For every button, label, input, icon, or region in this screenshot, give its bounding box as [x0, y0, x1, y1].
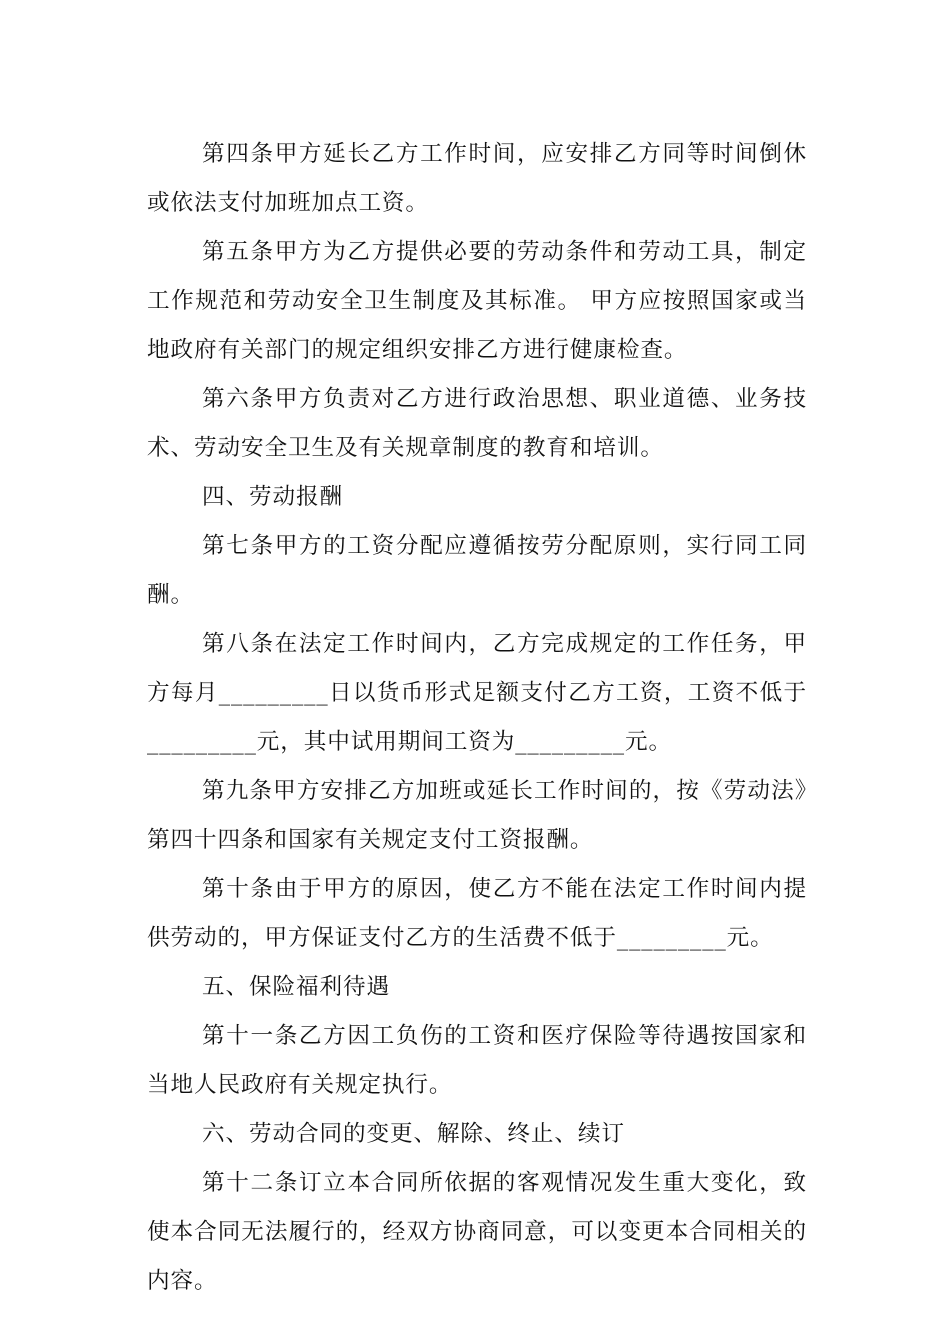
- clause-10: 第十条由于甲方的原因，使乙方不能在法定工作时间内提供劳动的，甲方保证支付乙方的生活费不低于_________元。: [147, 876, 807, 951]
- section-heading-remuneration: 四、劳动报酬: [202, 484, 343, 510]
- section-heading-insurance: 五、保险福利待遇: [202, 974, 390, 1000]
- clause-11: 第十一条乙方因工负伤的工资和医疗保险等待遇按国家和当地人民政府有关规定执行。: [147, 1023, 807, 1098]
- clause-5: 第五条甲方为乙方提供必要的劳动条件和劳动工具，制定工作规范和劳动安全卫生制度及其标准。 甲方应按照国家或当地政府有关部门的规定组织安排乙方进行健康检查。: [147, 239, 807, 363]
- clause-9: 第九条甲方安排乙方加班或延长工作时间的，按《劳动法》第四十四条和国家有关规定支付工资报酬。: [147, 778, 807, 853]
- clause-4: 第四条甲方延长乙方工作时间，应安排乙方同等时间倒休或依法支付加班加点工资。: [147, 141, 807, 216]
- clause-6: 第六条甲方负责对乙方进行政治思想、职业道德、业务技术、劳动安全卫生及有关规章制度的教育和培训。: [147, 386, 807, 461]
- clause-7: 第七条甲方的工资分配应遵循按劳分配原则，实行同工同酬。: [147, 533, 807, 608]
- section-heading-contract-changes: 六、劳动合同的变更、解除、终止、续订: [202, 1121, 625, 1147]
- clause-8: 第八条在法定工作时间内，乙方完成规定的工作任务，甲方每月_________日以货币形式足额支付乙方工资，工资不低于_________元，其中试用期间工资为_________元。: [147, 631, 807, 755]
- clause-12: 第十二条订立本合同所依据的客观情况发生重大变化，致使本合同无法履行的，经双方协商同意，可以变更本合同相关的内容。: [147, 1170, 807, 1294]
- document-body: [147, 130, 807, 1306]
